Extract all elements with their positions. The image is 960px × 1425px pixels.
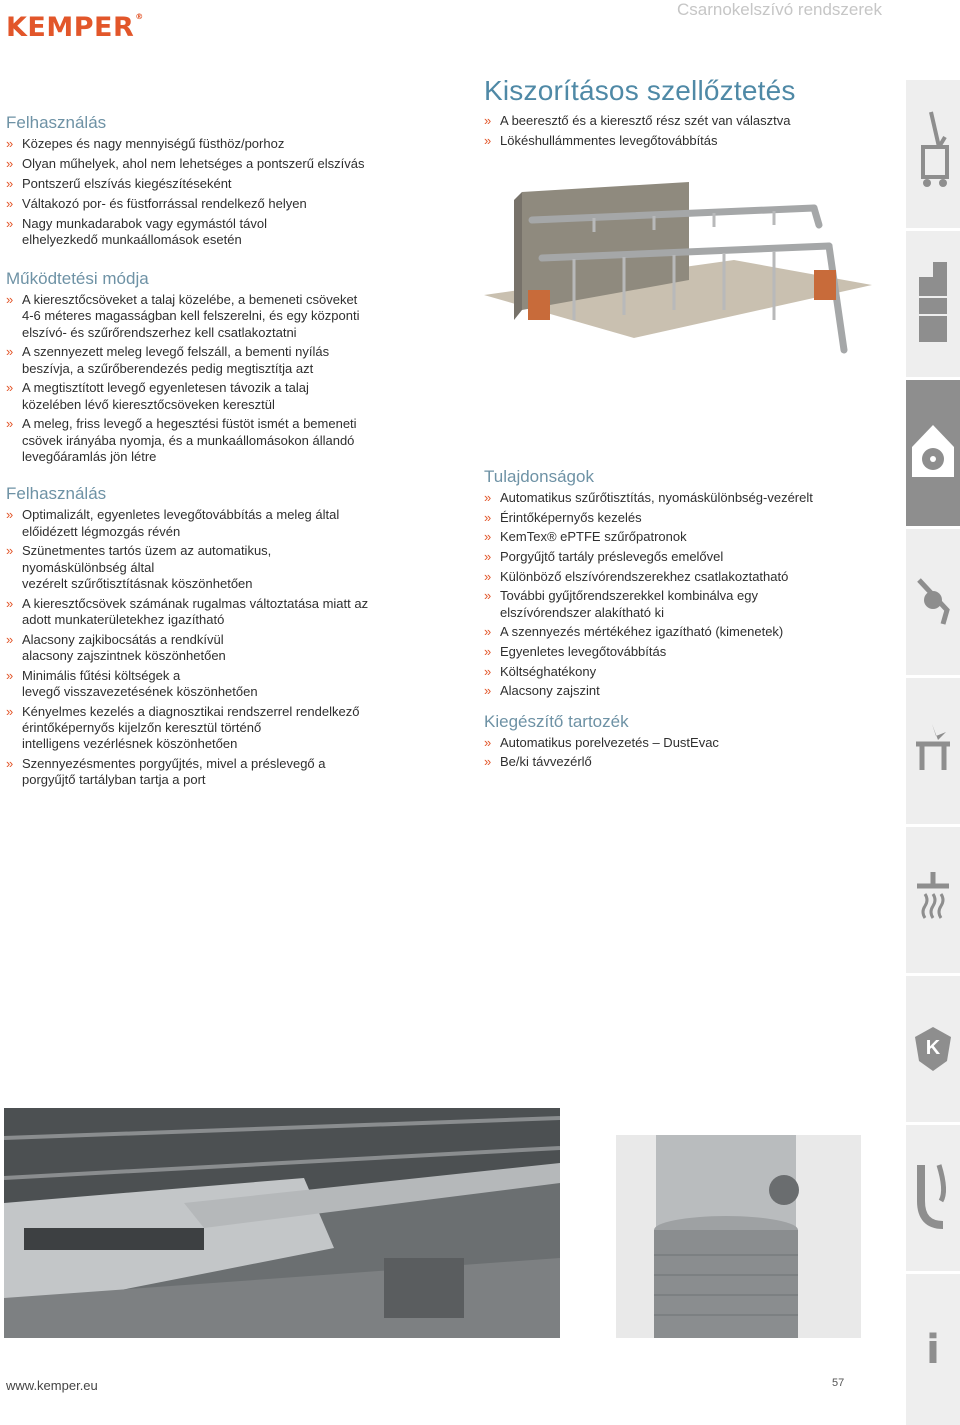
hall-photo — [4, 1108, 560, 1338]
tab-heat-exhaust[interactable] — [906, 827, 960, 973]
page-number: 57 — [832, 1377, 845, 1389]
list-item: » Alacsony zajszint — [484, 683, 894, 699]
system-illustration — [484, 170, 874, 400]
tab-info[interactable] — [906, 1274, 960, 1425]
welding-fume-extractor-icon — [913, 107, 953, 202]
list-item: » Érintőképernyős kezelés — [484, 510, 894, 526]
footer-url[interactable]: www.kemper.eu — [6, 1378, 98, 1393]
operation-title: Működtetési módja — [6, 269, 149, 289]
right-header — [484, 75, 894, 152]
list-item: » A meleg, friss levegő a hegesztési füstöt ismét a bemeneti csövek irányába nyomja, és a munkaállomásokon állandó levegőáramlás jön létre — [6, 416, 406, 465]
use-section-1 — [6, 113, 406, 248]
left-column — [6, 113, 406, 792]
accessories-title: Kiegészítő tartozék — [484, 711, 629, 731]
accessories-list — [484, 735, 894, 771]
list-item: » Kényelmes kezelés a diagnosztikai rendszerrel rendelkező érintőképernyős kijelzőn keresztül történő intelligens vezérlésnek köszönhetően — [6, 704, 406, 753]
list-item: » Költséghatékony — [484, 664, 894, 680]
use-list-2 — [6, 507, 406, 788]
section-title: Csarnokelszívó rendszerek — [676, 0, 882, 19]
ventilation-fan-icon — [910, 421, 956, 486]
operation-section — [6, 269, 406, 465]
category-sidebar — [906, 80, 960, 1425]
accessories-section — [484, 712, 894, 771]
use-section-2 — [6, 484, 406, 788]
list-item: » A szennyezett meleg levegő felszáll, a bementi nyílás beszívja, a szűrőberendezés pedig megtisztítja azt — [6, 344, 406, 377]
info-icon: i — [926, 1326, 940, 1373]
welding-spark-icon — [912, 724, 954, 779]
right-column — [484, 467, 894, 774]
tab-welding-fume[interactable] — [906, 80, 960, 228]
list-item: » Lökéshullámmentes levegőtovábbítás — [484, 133, 894, 149]
list-item: » Automatikus porelvezetés – DustEvac — [484, 735, 894, 751]
tab-welding-spark[interactable] — [906, 678, 960, 824]
wall-fan-icon — [913, 570, 953, 635]
list-item: » Automatikus szűrőtisztítás, nyomáskülönbség-vezérelt — [484, 490, 894, 506]
list-item: » Különböző elszívórendszerekhez csatlakoztatható — [484, 569, 894, 585]
intro-list — [484, 113, 894, 149]
list-item: » Szünetmentes tartós üzem az automatikus, nyomáskülönbség által vezérelt szűrőtisztításnak köszönhetően — [6, 543, 406, 592]
tab-hose[interactable] — [906, 1125, 960, 1271]
list-item: » Váltakozó por- és füstforrással rendelkező helyen — [6, 196, 406, 212]
list-item: » Nagy munkadarabok vagy egymástól távol elhelyezkedő munkaállomások esetén — [6, 216, 406, 249]
properties-section — [484, 467, 894, 700]
list-item: » A kieresztőcsöveket a talaj közelébe, a bemeneti csöveket 4-6 méteres magasságban kell felszerelni, és egy központi elszívó- és szűrőrendszerhez kell csatlakoztatni — [6, 292, 406, 341]
properties-title: Tulajdonságok — [484, 467, 594, 486]
list-item: » Egyenletes levegőtovábbítás — [484, 644, 894, 660]
heat-exhaust-icon — [913, 870, 953, 931]
use-title-2: Felhasználás — [6, 484, 107, 504]
list-item: » További gyűjtőrendszerekkel kombinálva egy elszívórendszer alakítható ki — [484, 588, 894, 621]
operation-list — [6, 292, 406, 465]
list-item: » A megtisztított levegő egyenletesen távozik a talaj közelében lévő kieresztőcsöveken keresztül — [6, 380, 406, 413]
list-item: » A kieresztőcsövek számának rugalmas változtatása miatt az adott munkaterületekhez igazítható — [6, 596, 406, 629]
kemper-shield-icon — [913, 1025, 953, 1073]
list-item: » Be/ki távvezérlő — [484, 754, 894, 770]
list-item: » Alacsony zajkibocsátás a rendkívül alacsony zajszintnek köszönhetően — [6, 632, 406, 665]
list-item: » Porgyűjtő tartály préslevegős emelővel — [484, 549, 894, 565]
list-item: » A szennyezés mértékéhez igazítható (kimenetek) — [484, 624, 894, 640]
use-list-1 — [6, 136, 406, 248]
filter-tower-icon — [913, 257, 953, 352]
filter-unit-photo — [616, 1135, 861, 1338]
list-item: » Közepes és nagy mennyiségű füsthöz/porhoz — [6, 136, 406, 152]
list-item: » Minimális fűtési költségek a levegő visszavezetésének köszönhetően — [6, 668, 406, 701]
properties-list — [484, 490, 894, 700]
use-title-1: Felhasználás — [6, 113, 107, 132]
tab-wall-fan[interactable] — [906, 529, 960, 675]
list-item: » Pontszerű elszívás kiegészítéseként — [6, 176, 406, 192]
tab-filter-tower[interactable] — [906, 231, 960, 377]
list-item: » Szennyezésmentes porgyűjtés, mivel a préslevegő a porgyűjtő tartályban tartja a port — [6, 756, 406, 789]
tab-ventilation[interactable] — [906, 380, 960, 526]
list-item: » KemTex® ePTFE szűrőpatronok — [484, 529, 894, 545]
list-item: » A beeresztő és a kieresztő rész szét van választva — [484, 113, 894, 129]
main-title: Kiszorításos szellőztetés — [484, 75, 796, 106]
hose-icon — [913, 1161, 953, 1236]
kemper-k-letter: K — [925, 1037, 941, 1059]
tab-kemper[interactable] — [906, 976, 960, 1122]
list-item: » Olyan műhelyek, ahol nem lehetséges a pontszerű elszívás — [6, 156, 406, 172]
kemper-logo: KEMPER® — [6, 12, 144, 43]
list-item: » Optimalizált, egyenletes levegőtovábbítás a meleg által előidézett légmozgás révén — [6, 507, 406, 540]
